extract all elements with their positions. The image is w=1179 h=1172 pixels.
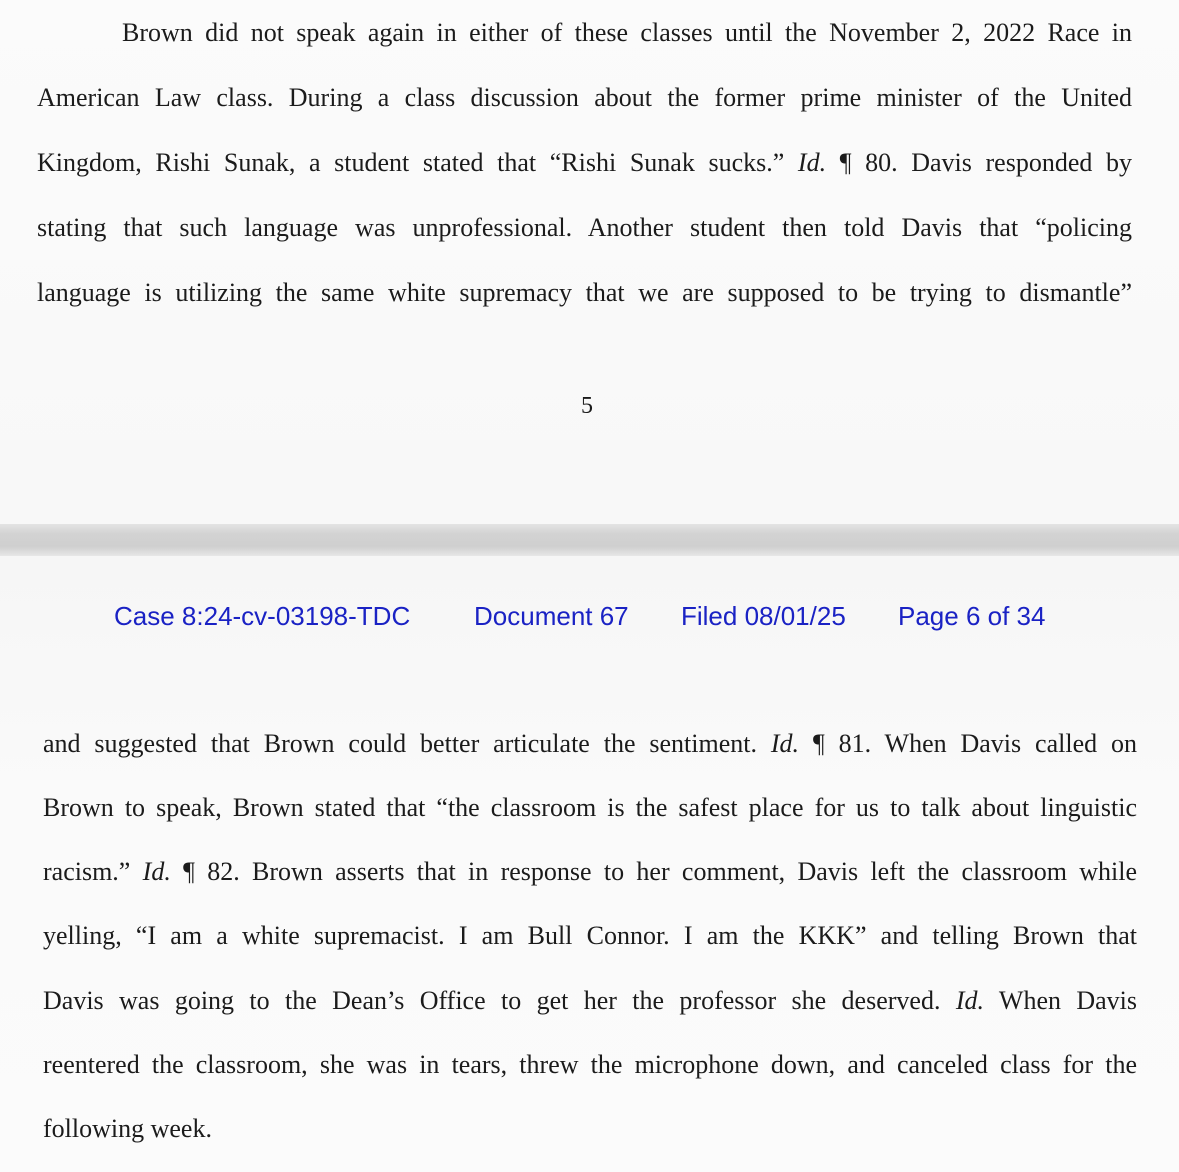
paragraph-line: Brown to speak, Brown stated that “the classroom is the safest place for us to talk about linguistic: [43, 793, 1137, 822]
text-segment: ¶ 81. When Davis called on: [812, 729, 1137, 758]
citation-id: Id.: [142, 857, 171, 886]
paragraph-line: American Law class. During a class discussion about the former prime minister of the United: [37, 83, 1132, 112]
text-segment: ¶ 82. Brown asserts that in response to her comment, Davis left the classroom while: [183, 857, 1137, 886]
paragraph-line: language is utilizing the same white supremacy that we are supposed to be trying to dismantle”: [37, 278, 1132, 307]
text-segment: racism.”: [43, 857, 131, 886]
text-segment: Davis was going to the Dean’s Office to get her the professor she deserved.: [43, 986, 941, 1015]
page-number: 5: [581, 393, 593, 419]
citation-id: Id.: [955, 986, 984, 1015]
paragraph-line: reentered the classroom, she was in tears, threw the microphone down, and canceled class for the: [43, 1050, 1137, 1079]
text-segment: and suggested that Brown could better articulate the sentiment.: [43, 729, 757, 758]
citation-id: Id.: [770, 729, 800, 758]
paragraph-line: following week.: [43, 1114, 212, 1143]
page-count: Page 6 of 34: [898, 601, 1046, 631]
citation-id: Id.: [797, 148, 827, 177]
text-segment: ¶ 80. Davis responded by: [839, 148, 1132, 177]
text-segment: Kingdom, Rishi Sunak, a student stated that “Rishi Sunak sucks.”: [37, 148, 785, 177]
paragraph-line: [43, 986, 1137, 1016]
paragraph-line: [37, 148, 1132, 178]
page-divider: [0, 524, 1179, 556]
paragraph-line: stating that such language was unprofessional. Another student then told Davis that “policing: [37, 213, 1132, 242]
paragraph-line: [43, 857, 1137, 887]
paragraph-line: [43, 729, 1137, 759]
document-page-5: [0, 0, 1179, 524]
text-segment: When Davis: [998, 986, 1138, 1015]
document-number: Document 67: [474, 601, 629, 631]
paragraph-line: Brown did not speak again in either of these classes until the November 2, 2022 Race in: [122, 18, 1132, 47]
case-number: Case 8:24-cv-03198-TDC: [114, 601, 411, 631]
paragraph-line: yelling, “I am a white supremacist. I am Bull Connor. I am the KKK” and telling Brown that: [43, 921, 1137, 950]
filed-date: Filed 08/01/25: [681, 601, 846, 631]
